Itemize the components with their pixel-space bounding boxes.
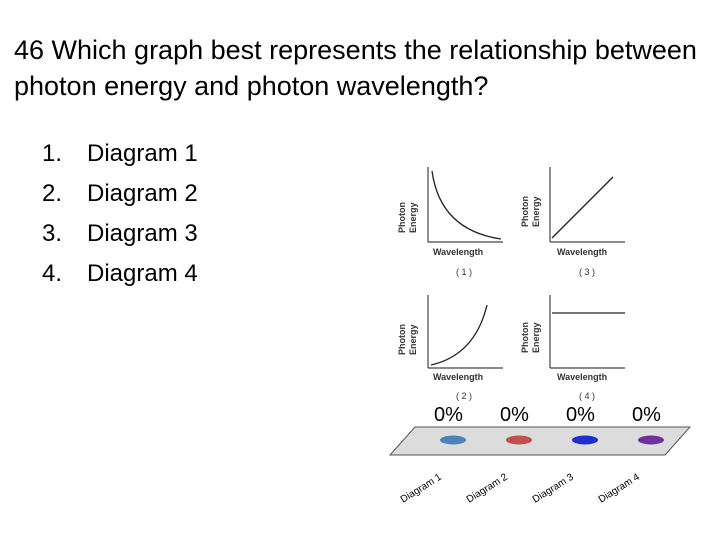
response-percent: 0% bbox=[434, 404, 463, 426]
curve-decreasing bbox=[432, 171, 501, 239]
response-percent: 0% bbox=[500, 404, 529, 426]
response-bar bbox=[638, 436, 664, 445]
y-axis-label: Energy bbox=[408, 202, 418, 233]
option-label: Diagram 2 bbox=[87, 180, 198, 207]
diagram-number: ( 3 ) bbox=[579, 267, 596, 277]
answer-option-2[interactable] bbox=[42, 174, 198, 214]
diagram-2 bbox=[397, 295, 503, 401]
y-axis-label: Energy bbox=[408, 324, 418, 355]
line-increasing bbox=[552, 177, 613, 238]
response-bar-label: Diagram 3 bbox=[530, 471, 576, 506]
x-axis-label: Wavelength bbox=[433, 372, 484, 382]
x-axis-label: Wavelength bbox=[557, 247, 608, 257]
response-chart bbox=[385, 395, 705, 525]
diagram-4 bbox=[520, 295, 625, 401]
diagram-grid bbox=[395, 155, 635, 405]
option-number: 3. bbox=[42, 220, 63, 247]
diagram-number: ( 1 ) bbox=[456, 267, 473, 277]
response-bar-label: Diagram 2 bbox=[464, 471, 510, 506]
answer-option-3[interactable] bbox=[42, 214, 198, 254]
x-axis-label: Wavelength bbox=[433, 247, 484, 257]
answer-option-4[interactable] bbox=[42, 254, 198, 294]
response-bar-label: Diagram 1 bbox=[398, 471, 444, 506]
response-bar-label: Diagram 4 bbox=[596, 471, 642, 506]
option-label: Diagram 4 bbox=[87, 260, 198, 287]
diagram-number: ( 2 ) bbox=[456, 391, 473, 401]
y-axis-label: Energy bbox=[531, 196, 541, 227]
response-bar bbox=[506, 436, 532, 445]
diagram-3 bbox=[520, 167, 625, 277]
answer-options bbox=[42, 134, 198, 294]
option-label: Diagram 3 bbox=[87, 220, 198, 247]
y-axis-label: Photon bbox=[397, 202, 407, 233]
y-axis-label: Energy bbox=[531, 322, 541, 353]
diagram-1 bbox=[397, 167, 503, 277]
y-axis-label: Photon bbox=[520, 322, 530, 353]
option-number: 2. bbox=[42, 180, 63, 207]
response-percent: 0% bbox=[632, 404, 661, 426]
option-number: 4. bbox=[42, 260, 63, 287]
option-label: Diagram 1 bbox=[87, 140, 198, 167]
curve-increasing bbox=[431, 305, 487, 365]
option-number: 1. bbox=[42, 140, 63, 167]
x-axis-label: Wavelength bbox=[557, 372, 608, 382]
response-percent: 0% bbox=[566, 404, 595, 426]
response-bar bbox=[440, 436, 466, 445]
y-axis-label: Photon bbox=[397, 324, 407, 355]
answer-option-1[interactable] bbox=[42, 134, 198, 174]
y-axis-label: Photon bbox=[520, 196, 530, 227]
response-bar bbox=[572, 436, 598, 445]
question-text: 46 Which graph best represents the relationship between photon energy and photon wavelength? bbox=[14, 35, 697, 101]
diagram-number: ( 4 ) bbox=[579, 391, 596, 401]
